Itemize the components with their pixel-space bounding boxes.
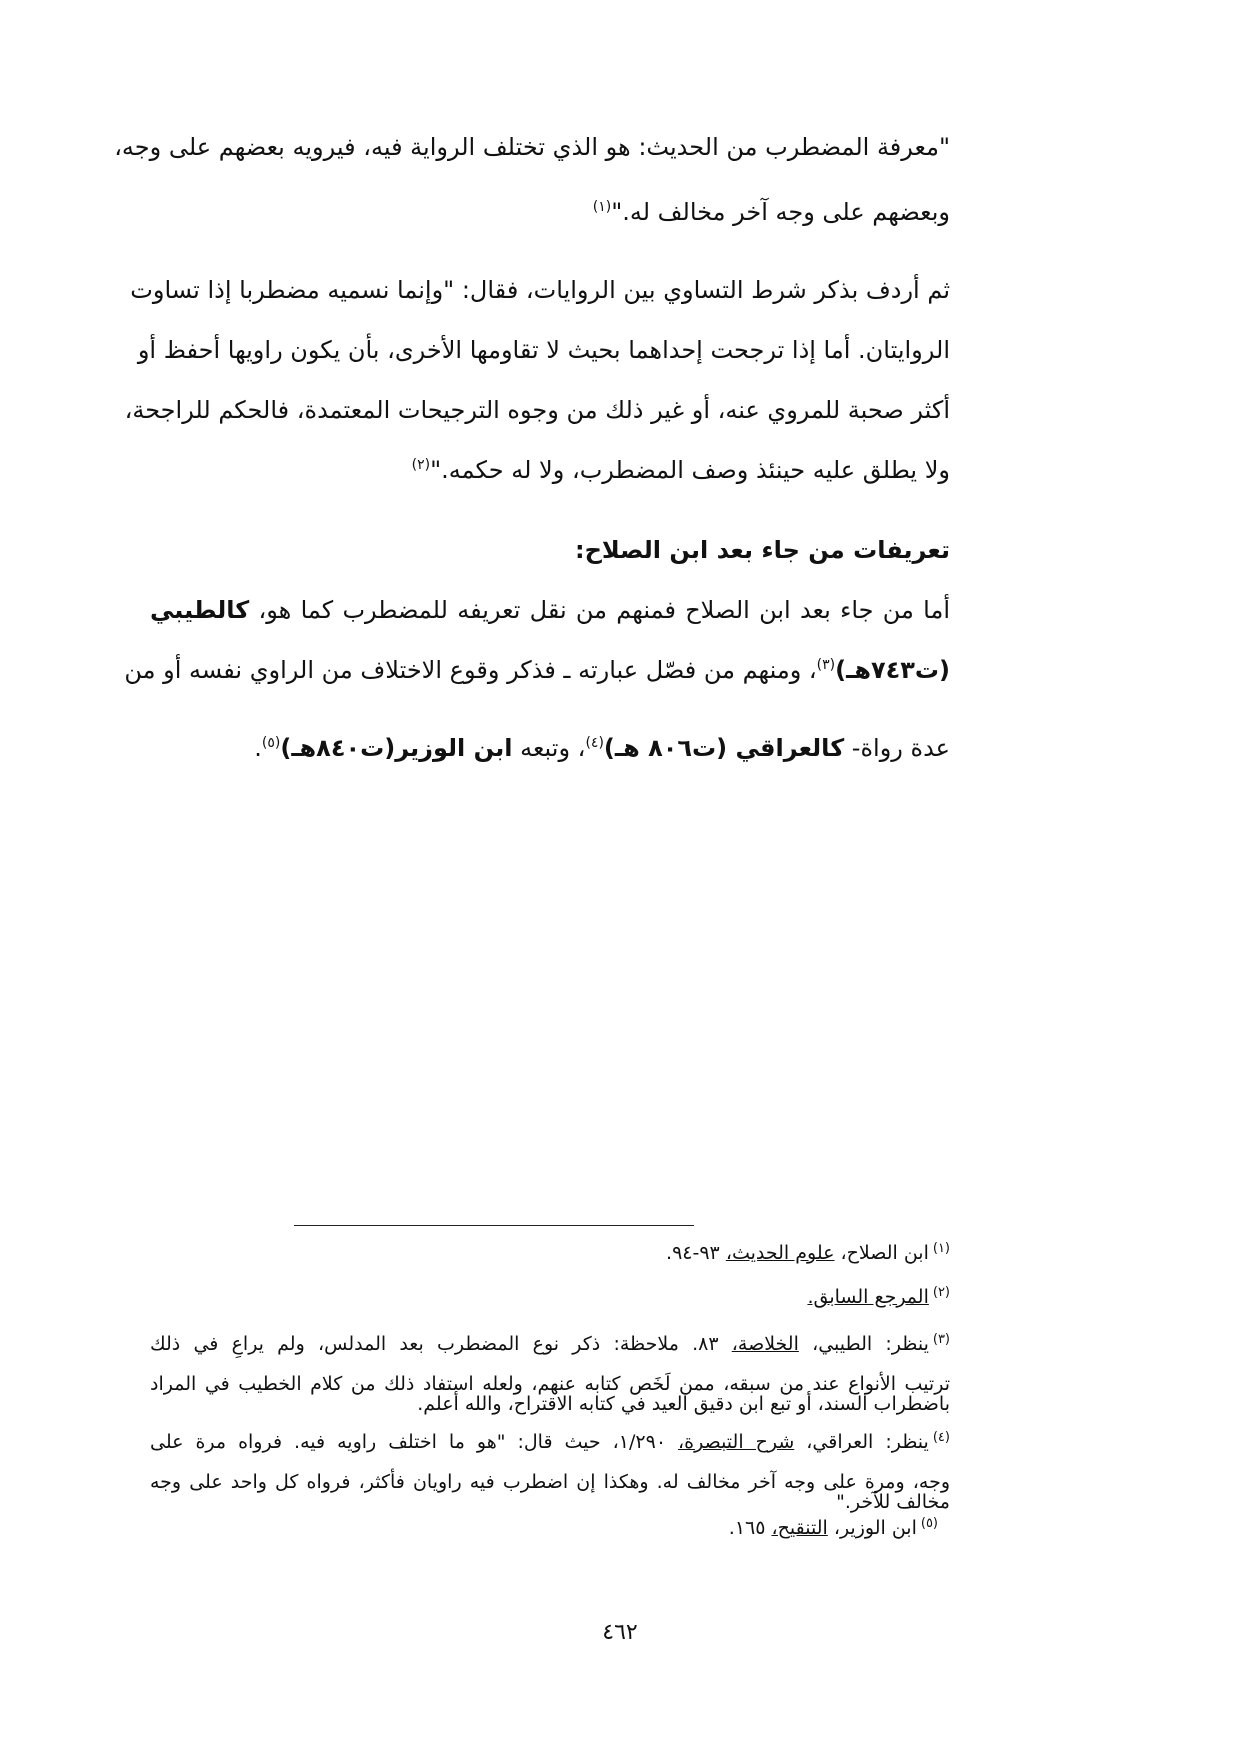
paragraph-1-line-2: وبعضهم على وجه آخر مخالف له."$^{(١)}$: [592, 198, 950, 226]
footnote-ref-4[interactable]: (٤): [585, 735, 604, 751]
footnote-4-line-2: وجه، ومرة على وجه آخر مخالف له. وهكذا إن اضطرب فيه راويان فأكثر، فرواه كل واحد على وجه: [150, 1471, 950, 1493]
footnote-ref-2[interactable]: (٢): [411, 457, 431, 473]
paragraph-2-line-2: الروايتان. أما إذا ترجحت إحداهما بحيث لا تقاومها الأخرى، بأن يكون راويها أحفظ أو: [137, 336, 950, 364]
paragraph-3-line-2: (ت٧٤٣هـ)$^{(٣)}$، ومنهم من فصّل عبارته ـ فذكر وقوع الاختلاف من الراوي نفسه أو من: [124, 656, 950, 684]
paragraph-2-line-4: ولا يطلق عليه حينئذ وصف المضطرب، ولا له حكمه."$^{(٢)}$: [411, 456, 950, 484]
footnote-separator: [294, 1225, 694, 1226]
footnote-ref-3[interactable]: (٣): [816, 657, 836, 673]
footnote-4-line-3: مخالف للآخر.": [836, 1491, 950, 1513]
paragraph-1-line-1: "معرفة المضطرب من الحديث: هو الذي تختلف الرواية فيه، فيرويه بعضهم على وجه،: [114, 133, 950, 161]
paragraph-2-line-1: ثم أردف بذكر شرط التساوي بين الروايات، فقال: "وإنما نسميه مضطربا إذا تساوت: [130, 276, 950, 304]
footnote-1: $^{(١)}$ابن الصلاح، علوم الحديث، ٩٣-٩٤.: [666, 1240, 950, 1264]
footnote-3-line-1: $^{(٣)}$ينظر: الطيبي، الخلاصة، ٨٣. ملاحظة: ذكر نوع المضطرب بعد المدلس، ولم يراعِ في ذلك: [150, 1331, 950, 1355]
page-number: ٤٦٢: [602, 1620, 638, 1645]
footnote-5: $^{(٥)}$ابن الوزير، التنقيح، ١٦٥.: [728, 1515, 938, 1539]
footnote-2: $^{(٢)}$المرجع السابق.: [807, 1284, 950, 1308]
footnote-3-line-2: ترتيب الأنواع عند من سبقه، ممن لَخَص كتابه عنهم، ولعله استفاد ذلك من كلام الخطيب في المراد: [150, 1373, 950, 1395]
footnote-3-line-3: باضطراب السند، أو تبع ابن دقيق العيد في كتابه الاقتراح، والله أعلم.: [417, 1393, 950, 1415]
section-heading: تعريفات من جاء بعد ابن الصلاح:: [575, 536, 950, 564]
paragraph-3-line-1: أما من جاء بعد ابن الصلاح فمنهم من نقل تعريفه للمضطرب كما هو، كالطيبي: [150, 596, 950, 624]
paragraph-2-line-3: أكثر صحبة للمروي عنه، أو غير ذلك من وجوه الترجيحات المعتمدة، فالحكم للراجحة،: [124, 396, 950, 424]
footnote-ref-5[interactable]: (٥): [261, 735, 281, 751]
paragraph-3-line-3: عدة رواة- كالعراقي (ت٨٠٦ هـ)$^{(٤)}$، وتبعه ابن الوزير(ت٨٤٠هـ)$^{(٥)}$.: [254, 734, 950, 762]
footnote-4-line-1: $^{(٤)}$ينظر: العراقي، شرح التبصرة، ١/٢٩٠، حيث قال: "هو ما اختلف راويه فيه. فرواه مرة على: [150, 1429, 950, 1453]
footnote-ref-1[interactable]: (١): [592, 199, 612, 215]
